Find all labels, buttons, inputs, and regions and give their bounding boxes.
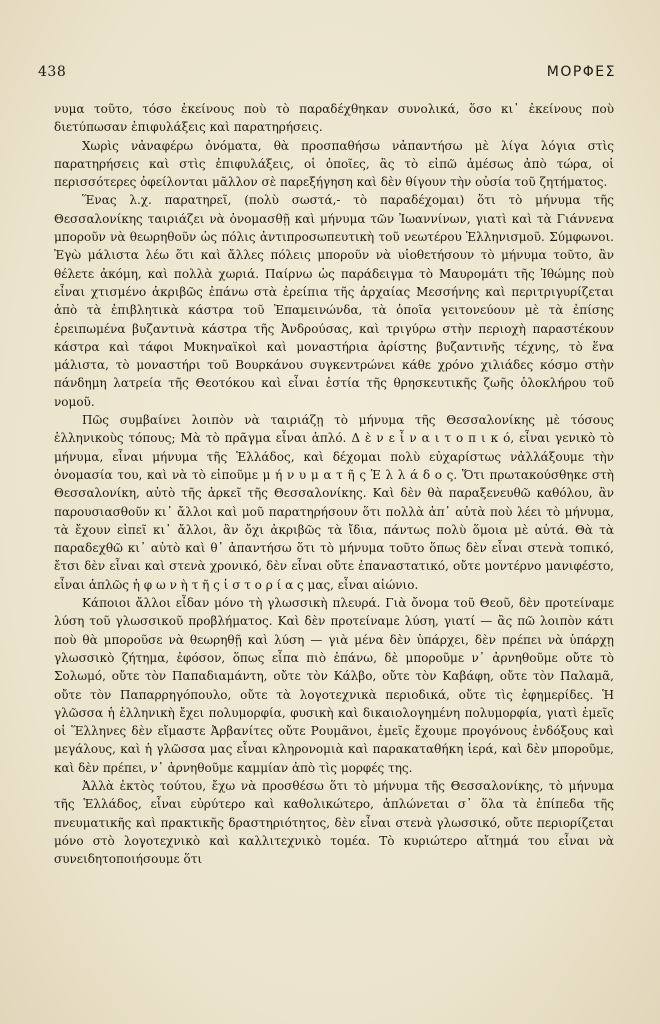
paragraph-3: Ἕνας λ.χ. παρατηρεῖ, (πολὺ σωστά,- τὸ παραδέχομαι) ὅτι τὸ μήνυμα τῆς Θεσσαλονίκης ταιριάζει νὰ ὀνομασθῇ καὶ μήνυμα τῶν Ἰωαννίνων, γιατὶ καὶ τὰ Γιάννενα μποροῦν νὰ θεωρηθοῦν ὡς πόλις ἀντιπροσωπευτικὴ τοῦ νεωτέρου Ἑλληνισμοῦ. Σύμφωνοι. Ἐγὼ μάλιστα λέω ὅτι καὶ ἄλλες πόλεις μποροῦν νὰ υἱοθετήσουν τὸ μήνυμα τοῦτο, ἂν θέλετε ἀκόμη, καὶ πολλὰ χωριά. Παίρνω ὡς παράδειγμα τὸ Μαυρομάτι τῆς Ἰθώμης ποὺ εἶναι χτισμένο ἀκριβῶς ἐπάνω στὰ ἐρείπια τῆς ἀρχαίας Μεσσήνης καὶ περιτριγυρίζεται ἀπὸ τὰ ἐπιβλητικὰ κάστρα τοῦ Ἐπαμεινώνδα, τὰ ὁποῖα γειτονεύουν μὲ τὰ ἐπίσης ἐρειπωμένα βυζαντινὰ κάστρα τῆς Ἀνδρούσας, καὶ τριγύρω στὴν περιοχὴ παραστέκουν κάστρα καὶ τάφοι Μυκηναϊκοὶ καὶ μοναστήρια ἀρίστης βυζαντινῆς τέχνης, τὸ ἕνα μάλιστα, τὸ μοναστήρι τοῦ Βουρκάνου συγκεντρώνει κάθε χρόνο χιλιάδες κόσμο στὴν πάνδημη λατρεία τῆς Θεοτόκου καὶ εἶναι ἑστία τῆς θρησκευτικῆς ζωῆς ὁλοκλήρου τοῦ νομοῦ. — [54, 193, 614, 409]
paragraph-1: νυμα τοῦτο, τόσο ἐκείνους ποὺ τὸ παραδέχθηκαν συνολικά, ὅσο κι᾿ ἐκείνους ποὺ διετύπωσαν ἐπιφυλάξεις καὶ παρατηρήσεις. — [54, 102, 614, 135]
page-header — [38, 64, 616, 88]
paragraph-4: Πῶς συμβαίνει λοιπὸν νὰ ταιριάζῃ τὸ μήνυμα τῆς Θεσσαλονίκης μὲ τόσους ἑλληνικοὺς τόπους; Μὰ τὸ πρᾶγμα εἶναι ἁπλό. Δ ὲ ν ε ἶ ν α ι τ ο π ι κ ό, εἶναι γενικὸ τὸ μήνυμα, εἶναι μήνυμα τῆς Ἑλλάδος, καὶ δέχομαι πολὺ εὐχαρίστως νἀλλάξουμε τὴν ὀνομασία του, καὶ νὰ τὸ εἰποῦμε μ ή ν υ μ α τ ῆ ς Ἑ λ λ ά δ ο ς. Ὅτι πρωτακούσθηκε στὴ Θεσσαλονίκη, αὐτὸ τῆς ἀρκεῖ τῆς Θεσσαλονίκης. Καὶ δὲν θὰ παραξενευθῶ καθόλου, ἂν παρουσιασθοῦν κι᾿ ἄλλοι καὶ μοῦ παρατηρήσουν ὅτι πολλὰ ἀπ᾿ αὐτὰ ποὺ λέει τὸ μήνυμα, τὰ ἔχουν εἰπεῖ κι᾿ ἄλλοι, ἂν ὄχι ἀκριβῶς τὰ ἴδια, πάντως πολὺ ὅμοια μὲ αὐτά. Θὰ τὰ παραδεχθῶ κι᾿ αὐτὸ καὶ θ᾿ ἀπαντήσω ὅτι τὸ μήνυμα τοῦτο ὅπως δὲν εἶναι στενὰ τοπικό, ἔτσι δὲν εἶναι καὶ στενὰ χρονικό, δὲν εἶναι οὔτε ἐπαναστατικό, οὔτε μοντέρνο μανιφέστο, εἶναι ἁπλῶς ἡ φ ω ν ὴ τ ῆ ς ἱ σ τ ο ρ ί α ς μας, εἶναι αἰώνιο. — [54, 413, 614, 592]
page-number: 438 — [38, 64, 67, 80]
article-body — [54, 100, 614, 868]
paragraph-6: Ἀλλὰ ἐκτὸς τούτου, ἔχω νὰ προσθέσω ὅτι τὸ μήνυμα τῆς Θεσσαλονίκης, τὸ μήνυμα τῆς Ἑλλάδος, εἶναι εὐρύτερο καὶ καθολικώτερο, ἁπλώνεται σ᾿ ὅλα τὰ ἐπίπεδα τῆς πνευματικῆς καὶ πρακτικῆς δραστηριότητος, δὲν εἶναι στενὰ γλωσσικό, οὔτε περιορίζεται μόνο στὸ λογοτεχνικὸ καὶ καλλιτεχνικὸ τομέα. Τὸ κυριώτερο αἴτημά του εἶναι νὰ συνειδητοποιήσουμε ὅτι — [54, 778, 614, 867]
paragraph-5: Κάποιοι ἄλλοι εἶδαν μόνο τὴ γλωσσικὴ πλευρά. Γιὰ ὄνομα τοῦ Θεοῦ, δὲν προτείναμε λύση τοῦ γλωσσικοῦ προβλήματος. Καὶ δὲν προτείναμε λύση, γιατί — ἂς πῶ λοιπὸν κάτι ποὺ θὰ μποροῦσε νὰ θεωρηθῇ καὶ λύση — γιὰ μένα δὲν ὑπάρχει, δὲν πρέπει νὰ ὑπάρχῃ γλωσσικὸ ζήτημα, ἐφόσον, ὅπως εἶπα πιὸ ἐπάνω, δὲ μποροῦμε ν᾿ ἀρνηθοῦμε οὔτε τὸ Σολωμό, οὔτε τὸν Παπαδιαμάντη, οὔτε τὸν Κάλβο, οὔτε τὸν Καβάφη, οὔτε τὸν Παλαμᾶ, οὔτε τὸν Παπαρρηγόπουλο, οὔτε τὰ λογοτεχνικὰ περιοδικά, οὔτε τὶς ἐφημερίδες. Ἡ γλῶσσα ἡ ἑλληνικὴ ἔχει πολυμορφία, φυσικὴ καὶ δικαιολογημένη πολυμορφία, γιατὶ ἐμεῖς οἱ Ἕλληνες δὲν εἴμαστε Ἀρβανίτες οὔτε Ρουμᾶνοι, ἐμεῖς ἔχουμε προγόνους ἐνδόξους καὶ μεγάλους, καὶ ἡ γλῶσσα μας εἶναι κληρονομιὰ καὶ παρακαταθήκη ἱερά, καὶ δὲν μποροῦμε, καὶ δὲν πρέπει, ν᾿ ἀρνηθοῦμε καμμίαν ἀπὸ τὶς μορφές της. — [54, 596, 614, 775]
paragraph-2: Χωρὶς νἀναφέρω ὀνόματα, θὰ προσπαθήσω νἀπαντήσω μὲ λίγα λόγια στὶς παρατηρήσεις καὶ στὶς ἐπιφυλάξεις, οἱ ὁποῖες, ἂς τὸ εἰπῶ ἀμέσως ἀπὸ τώρα, οἱ περισσότερες ὀφείλονται μᾶλλον σὲ παρεξήγηση καὶ δὲν θίγουν τὴν οὐσία τοῦ ζητήματος. — [54, 138, 614, 190]
journal-title: ΜΟΡΦΕΣ — [546, 64, 616, 80]
